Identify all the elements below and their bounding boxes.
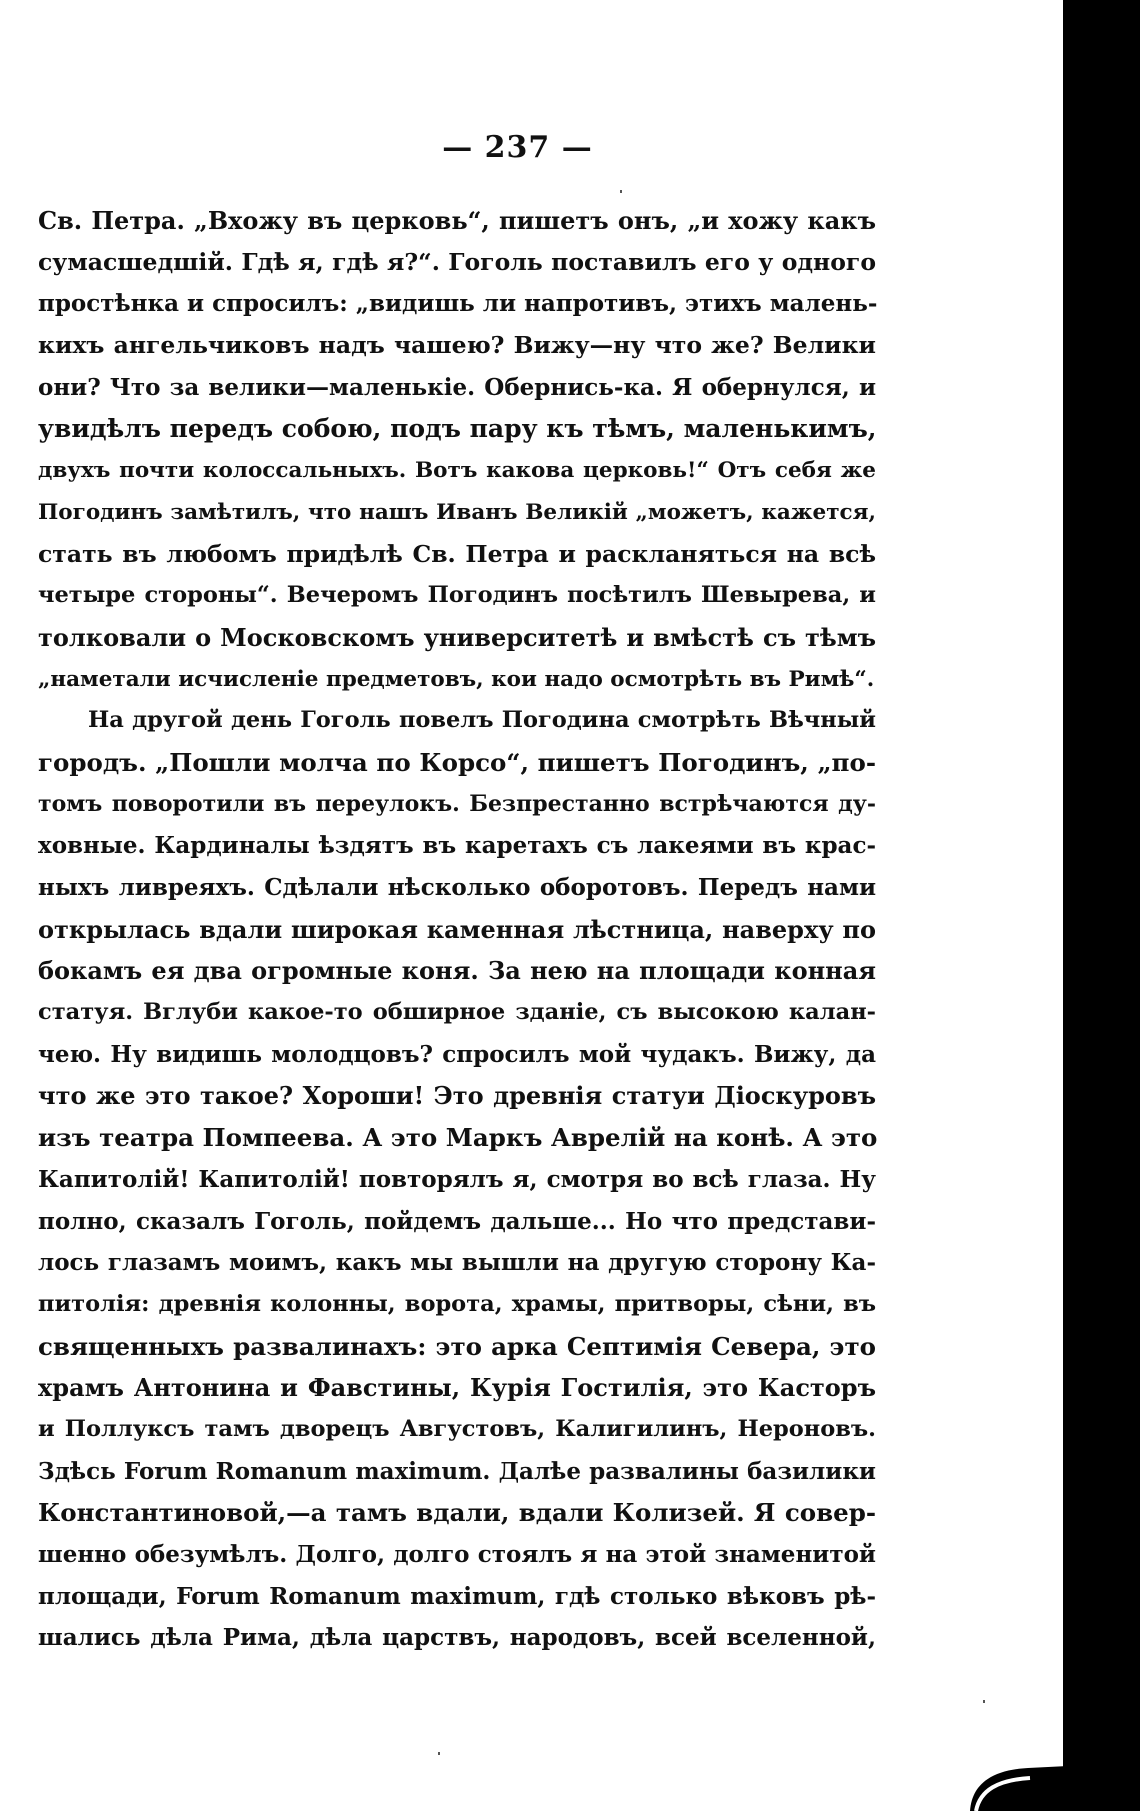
text-line: кихъ ангельчиковъ надъ чашею? Вижу—ну что же? Велики bbox=[38, 331, 876, 360]
ink-speck bbox=[620, 190, 622, 193]
text-line: простѣнка и спросилъ: „видишь ли напротивъ, этихъ малень- bbox=[38, 290, 878, 318]
text-line: сумасшедшій. Гдѣ я, гдѣ я?“. Гоголь поставилъ его у одного bbox=[38, 247, 876, 276]
text-line: что же это такое? Хороши! Это древнія статуи Діоскуровъ bbox=[38, 1081, 876, 1111]
text-line: изъ театра Помпеева. А это Маркъ Аврелій на конѣ. А это bbox=[38, 1123, 878, 1153]
text-line: чею. Ну видишь молодцовъ? спросилъ мой чудакъ. Вижу, да bbox=[38, 1040, 876, 1068]
text-line: Здѣсь Forum Romanum maximum. Далѣе развалины базилики bbox=[38, 1457, 876, 1485]
text-line: городъ. „Пошли молча по Корсо“, пишетъ Погодинъ, „по- bbox=[38, 747, 876, 777]
ink-speck bbox=[438, 1752, 440, 1755]
text-line: ныхъ ливреяхъ. Сдѣлали нѣсколько оборотовъ. Передъ нами bbox=[38, 874, 876, 901]
text-line: шенно обезумѣлъ. Долго, долго стоялъ я на этой знаменитой bbox=[38, 1541, 876, 1568]
text-line: площади, Forum Romanum maximum, гдѣ столько вѣковъ рѣ- bbox=[38, 1582, 876, 1610]
text-line: двухъ почти колоссальныхъ. Вотъ какова церковь!“ Отъ себя же bbox=[38, 458, 876, 484]
text-line: статуя. Вглуби какое-то обширное зданіе, съ высокою калан- bbox=[38, 999, 876, 1026]
text-line: четыре стороны“. Вечеромъ Погодинъ посѣтилъ Шевырева, и bbox=[38, 582, 876, 609]
body-text bbox=[38, 200, 876, 1659]
text-line: ховные. Кардиналы ѣздятъ въ каретахъ съ лакеями въ крас- bbox=[38, 832, 876, 860]
text-line: увидѣлъ передъ собою, подъ пару къ тѣмъ, маленькимъ, bbox=[38, 414, 877, 444]
text-line: храмъ Антонина и Фавстины, Курія Гостилія, это Касторъ bbox=[38, 1373, 876, 1403]
text-line: полно, сказалъ Гоголь, пойдемъ дальше... Но что представи- bbox=[38, 1207, 876, 1235]
text-line: стать въ любомъ придѣлѣ Св. Петра и раскланяться на всѣ bbox=[38, 539, 876, 568]
text-line: и Поллуксъ тамъ дворецъ Августовъ, Калигилинъ, Нероновъ. bbox=[38, 1415, 876, 1442]
text-line: лось глазамъ моимъ, какъ мы вышли на другую сторону Ка- bbox=[38, 1249, 876, 1277]
text-line: шались дѣла Рима, дѣла царствъ, народовъ, всей вселенной, bbox=[38, 1624, 876, 1652]
scan-edge-shadow bbox=[1063, 0, 1140, 1811]
text-line: томъ поворотили въ переулокъ. Безпрестанно встрѣчаются ду- bbox=[38, 790, 876, 817]
text-line: толковали о Московскомъ университетѣ и вмѣстѣ съ тѣмъ bbox=[38, 622, 876, 652]
text-line: питолія: древнія колонны, ворота, храмы, притворы, сѣни, въ bbox=[38, 1290, 876, 1317]
text-line: Константиновой,—а тамъ вдали, вдали Колизей. Я совер- bbox=[38, 1498, 876, 1528]
text-line: они? Что за велики—маленькіе. Обернись-ка. Я обернулся, и bbox=[38, 373, 876, 401]
text-line: Св. Петра. „Вхожу въ церковь“, пишетъ онъ, „и хожу какъ bbox=[38, 206, 876, 235]
text-line: На другой день Гоголь повелъ Погодина смотрѣть Вѣчный bbox=[88, 707, 876, 734]
text-line: священныхъ развалинахъ: это арка Септимія Севера, это bbox=[38, 1331, 876, 1361]
text-line: бокамъ ея два огромные коня. За нею на площади конная bbox=[38, 956, 876, 986]
text-line: Погодинъ замѣтилъ, что нашъ Иванъ Великій „можетъ, кажется, bbox=[38, 499, 876, 525]
page-number: — 237 — bbox=[442, 130, 593, 165]
text-line: Капитолій! Капитолій! повторялъ я, смотря во всѣ глаза. Ну bbox=[38, 1165, 876, 1193]
scan-corner-mark bbox=[968, 1728, 1068, 1811]
ink-speck bbox=[983, 1700, 985, 1703]
text-line: открылась вдали широкая каменная лѣстница, наверху по bbox=[38, 914, 876, 944]
text-line: „наметали исчисленіе предметовъ, кои надо осмотрѣть въ Римѣ“. bbox=[38, 666, 875, 692]
